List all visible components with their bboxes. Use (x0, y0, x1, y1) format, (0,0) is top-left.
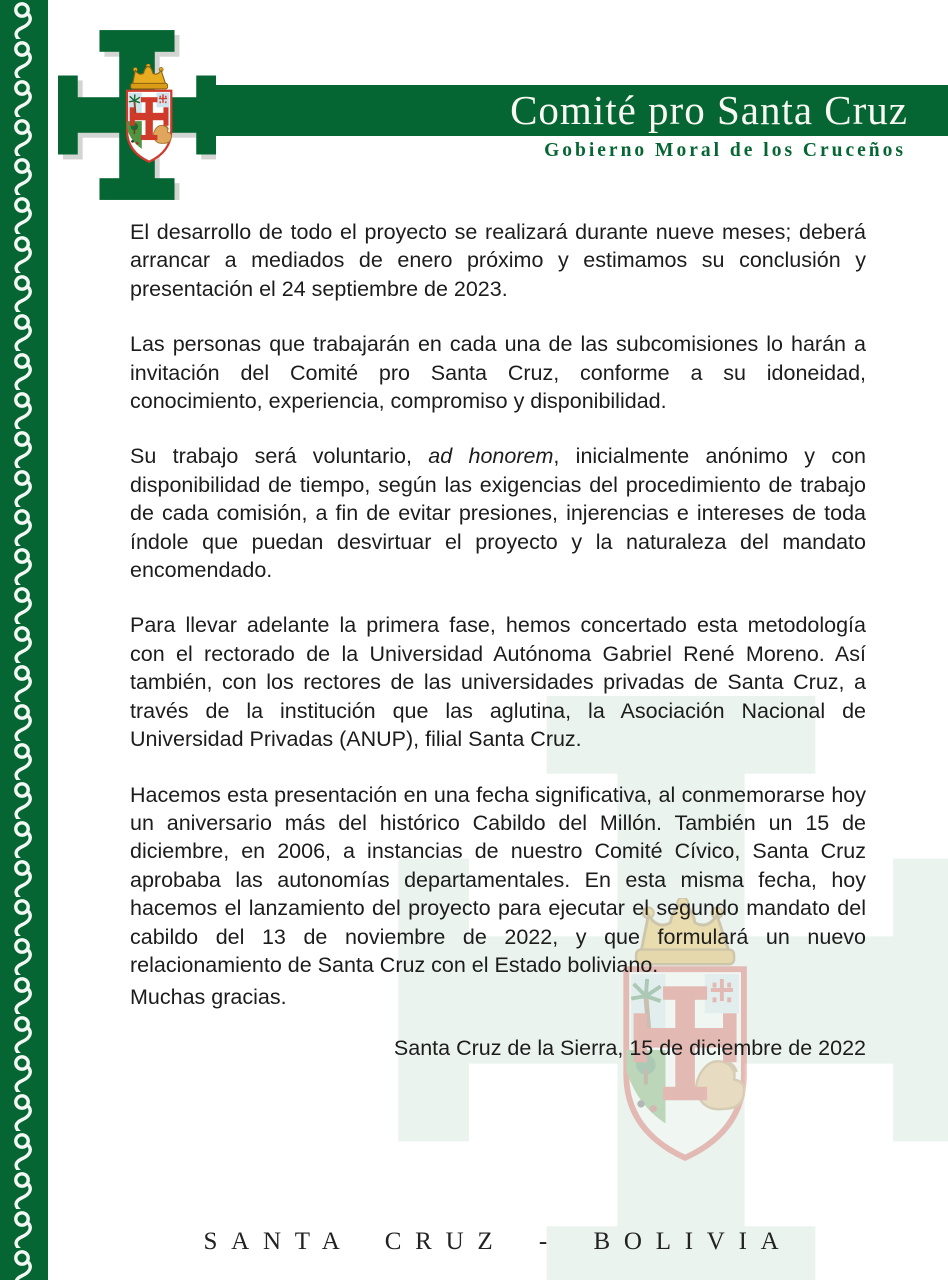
paragraph: Hacemos esta presentación en una fecha significativa, al conmemorarse hoy un aniversario más del histórico Cabildo del Millón. También un 15 de diciembre, en 2006, a instancias de nuestro Comité Cívico, Santa Cruz aprobaba las autonomías departamentales. En esta misma fecha, hoy hacemos el lanzamiento del proyecto para ejecutar el segundo mandato del cabildo del 13 de noviembre de 2022, y que formulará un nuevo relacionamiento de Santa Cruz con el Estado boliviano. (130, 782, 866, 977)
comite-logo (58, 30, 218, 202)
coat-of-arms-icon (114, 64, 188, 170)
paragraph: Para llevar adelante la primera fase, hemos concertado esta metodología con el rectorado de la Universidad Autónoma Gabriel René Moreno. Así también, con los rectores de las universidades privadas de Santa Cruz, a través de la institución que las aglutina, la Asociación Nacional de Universidad Privadas (ANUP), filial Santa Cruz. (130, 613, 866, 752)
paragraph: Las personas que trabajarán en cada una de las subcomisiones lo harán a invitación del Comité pro Santa Cruz, conforme a su idoneidad, conocimiento, experiencia, compromiso y disponibilidad. (130, 332, 866, 414)
organization-title: Comité pro Santa Cruz (510, 87, 908, 133)
paragraph: El desarrollo de todo el proyecto se realizará durante nueve meses; deberá arrancar a mediados de enero próximo y estimamos su conclusión y presentación el 24 septiembre de 2023. (130, 220, 866, 301)
paragraph: Su trabajo será voluntario, ad honorem, inicialmente anónimo y con disponibilidad de tiempo, según las exigencias del procedimiento de trabajo de cada comisión, a fin de evitar presiones, injerencias e intereses de toda índole que puedan desvirtuar el proyecto y la naturaleza del mandato encomendado. (130, 444, 867, 583)
organization-motto: Gobierno Moral de los Cruceños (544, 140, 906, 161)
scroll-pattern-border (0, 0, 48, 1280)
header-band (214, 85, 948, 136)
dateline: Santa Cruz de la Sierra, 15 de diciembre de 2022 (393, 1036, 866, 1060)
scroll-pattern-icon (0, 0, 48, 1280)
closing-line: Muchas gracias. (130, 985, 287, 1009)
footer-location: SANTA CRUZ - BOLIVIA (203, 1228, 793, 1255)
letter-paragraphs (130, 218, 866, 1006)
